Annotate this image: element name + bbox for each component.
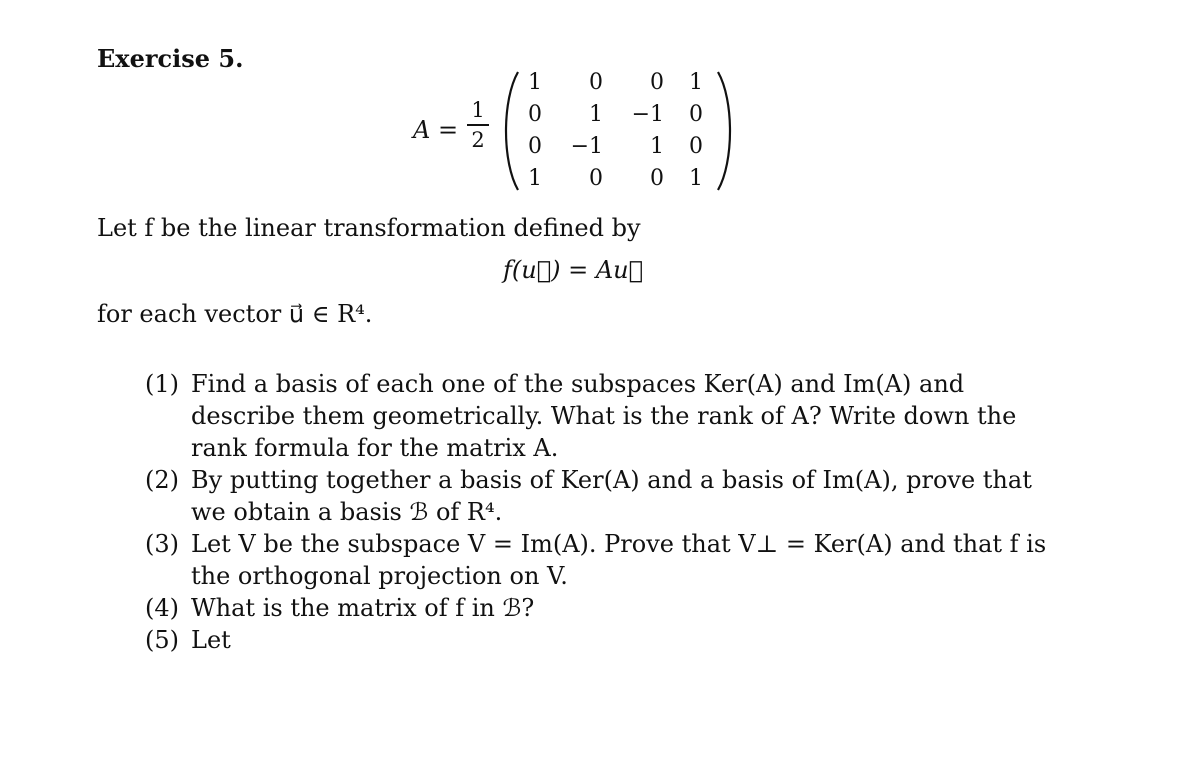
matrix-cell: 0 [589,70,603,95]
item-text: What is the matrix of f in ℬ? [191,594,535,622]
item-number: (2) [145,466,179,494]
matrix-lhs: A = [413,116,459,144]
matrix-cell: 0 [528,102,542,127]
matrix-cell: −1 [570,134,603,159]
item-text: By putting together a basis of Ker(A) and a basis of Im(A), prove that we obtain a basis ℬ of R⁴. [191,466,1032,526]
matrix-cell: 0 [650,70,664,95]
matrix-cell: 0 [689,134,703,159]
matrix-cell: 1 [689,166,703,191]
item-text: Find a basis of each one of the subspaces Ker(A) and Im(A) and describe them geometrically. What is the rank of A? Write down the rank formula for the matrix A. [191,370,1017,462]
matrix-cell: 1 [689,70,703,95]
definition-intro: Let f be the linear transformation defined by [97,214,641,242]
right-parenthesis [712,70,740,192]
item-number: (5) [145,626,179,654]
matrix-cell: −1 [631,102,664,127]
exercise-items [145,368,1057,656]
matrix-cell: 1 [589,102,603,127]
item-text: Let [191,626,231,654]
list-item [145,528,1057,592]
fraction-denominator: 2 [471,127,485,152]
item-number: (4) [145,594,179,622]
matrix-cell: 1 [650,134,664,159]
definition-outro: for each vector u⃗ ∈ R⁴. [97,300,373,328]
list-item [145,592,1057,624]
matrix-cell: 0 [689,102,703,127]
item-number: (1) [145,370,179,398]
matrix-cell: 0 [589,166,603,191]
matrix-cell: 0 [528,134,542,159]
list-item [145,624,1057,656]
list-item [145,464,1057,528]
exercise-title: Exercise 5. [97,44,244,73]
item-number: (3) [145,530,179,558]
fraction-numerator: 1 [471,98,485,122]
matrix-cell: 1 [528,70,542,95]
matrix-cell: 1 [528,166,542,191]
list-item [145,368,1057,464]
definition-formula: f(u⃗) = Au⃗ [503,256,644,284]
item-text: Let V be the subspace V = Im(A). Prove that V⊥ = Ker(A) and that f is the orthogonal projection on V. [191,530,1047,590]
matrix-cell: 0 [650,166,664,191]
matrix-name: A [413,116,431,144]
